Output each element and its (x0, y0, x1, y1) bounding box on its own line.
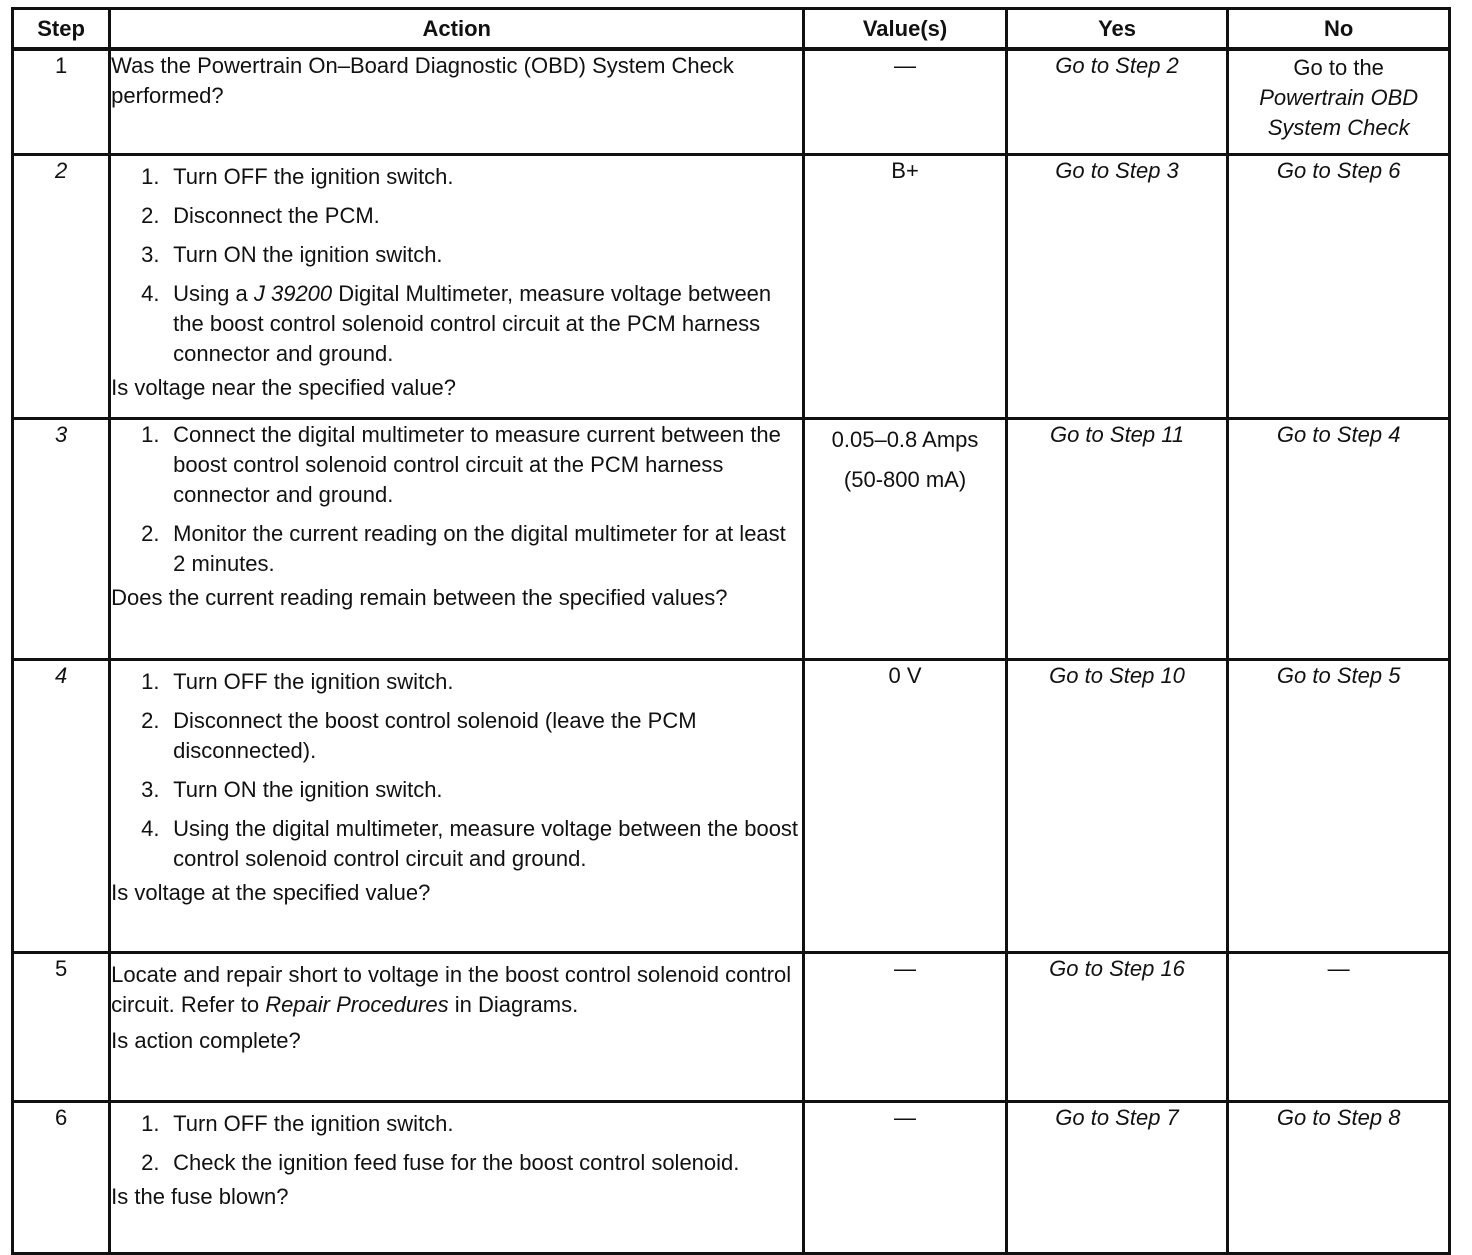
list-item (141, 201, 802, 231)
list-item (141, 420, 802, 510)
yes-cell: Go to Step 10 (1006, 660, 1228, 953)
action-question: Is voltage near the specified value? (111, 375, 457, 400)
item-text: Turn OFF the ignition switch. (173, 669, 454, 694)
value-cell: B+ (804, 155, 1006, 419)
yes-cell: Go to Step 2 (1006, 49, 1228, 155)
item-text (173, 279, 802, 369)
yes-cell: Go to Step 7 (1006, 1102, 1228, 1254)
step-number: 5 (13, 953, 110, 1102)
header-row (13, 9, 1450, 50)
header-values: Value(s) (804, 9, 1006, 50)
value-cell (804, 419, 1006, 660)
list-item (141, 1109, 802, 1139)
item-text: Monitor the current reading on the digital multimeter for at least 2 minutes. (173, 521, 786, 576)
no-cell: — (1228, 953, 1450, 1102)
action-question: Is action complete? (111, 1028, 301, 1053)
no-line: Powertrain OBD (1259, 85, 1419, 110)
no-cell: Go to Step 8 (1228, 1102, 1450, 1254)
action-text-pre: Locate and repair short to voltage in the boost control solenoid control circuit. Refer to (111, 962, 792, 1017)
action-question: Does the current reading remain between the specified values? (111, 585, 728, 610)
item-text: Turn OFF the ignition switch. (173, 1111, 454, 1136)
table-row (13, 660, 1450, 953)
header-action: Action (110, 9, 804, 50)
list-item (141, 814, 802, 874)
table-row (13, 419, 1450, 660)
list-item (141, 1148, 802, 1178)
yes-cell: Go to Step 11 (1006, 419, 1228, 660)
step-number: 1 (13, 49, 110, 155)
yes-cell: Go to Step 16 (1006, 953, 1228, 1102)
header-step: Step (13, 9, 110, 50)
item-text: Disconnect the boost control solenoid (leave the PCM disconnected). (173, 708, 697, 763)
action-cell (110, 1102, 804, 1254)
item-number: 4. (141, 816, 160, 841)
action-cell (110, 660, 804, 953)
diagnostic-table (11, 7, 1451, 1255)
action-text: Was the Powertrain On–Board Diagnostic (OBD) System Check performed? (111, 53, 734, 108)
action-text (111, 960, 802, 1020)
table-row (13, 1102, 1450, 1254)
yes-cell: Go to Step 3 (1006, 155, 1228, 419)
item-number: 2. (141, 1150, 160, 1175)
no-line: Go to the (1293, 55, 1384, 80)
item-text: Turn ON the ignition switch. (173, 242, 443, 267)
value-line: (50-800 mA) (843, 467, 967, 492)
action-cell (110, 155, 804, 419)
step-number: 4 (13, 660, 110, 953)
table-row (13, 155, 1450, 419)
list-item (141, 279, 802, 369)
table-row (13, 49, 1450, 155)
list-item (141, 519, 802, 579)
action-text-post: in Diagrams. (448, 992, 579, 1017)
value-cell: — (804, 953, 1006, 1102)
item-text: Check the ignition feed fuse for the boost control solenoid. (173, 1150, 740, 1175)
list-item (141, 775, 802, 805)
step-number: 2 (13, 155, 110, 419)
no-cell (1228, 49, 1450, 155)
list-item (141, 667, 802, 697)
no-cell: Go to Step 6 (1228, 155, 1450, 419)
item-number: 3. (141, 777, 160, 802)
value-line: 0.05–0.8 Amps (831, 427, 979, 452)
no-line: System Check (1267, 115, 1410, 140)
no-cell: Go to Step 5 (1228, 660, 1450, 953)
item-text: Turn OFF the ignition switch. (173, 164, 454, 189)
item-text: Disconnect the PCM. (173, 203, 380, 228)
action-cell (110, 419, 804, 660)
item-text: Connect the digital multimeter to measure current between the boost control solenoid control circuit at the PCM harness connector and ground. (173, 422, 781, 507)
action-cell (110, 953, 804, 1102)
list-item (141, 162, 802, 192)
item-number: 2. (141, 521, 160, 546)
item-text-pre: Using a (173, 281, 254, 306)
item-number: 2. (141, 203, 160, 228)
item-number: 1. (141, 422, 160, 447)
value-cell: 0 V (804, 660, 1006, 953)
tool-reference: J 39200 (253, 281, 333, 306)
table-row (13, 953, 1450, 1102)
value-cell: — (804, 49, 1006, 155)
header-yes: Yes (1006, 9, 1228, 50)
item-text: Using the digital multimeter, measure voltage between the boost control solenoid control circuit and ground. (173, 816, 799, 871)
item-number: 2. (141, 708, 160, 733)
procedure-reference: Repair Procedures (265, 992, 449, 1017)
header-no: No (1228, 9, 1450, 50)
item-number: 1. (141, 1111, 160, 1136)
step-number: 6 (13, 1102, 110, 1254)
action-cell (110, 49, 804, 155)
no-cell: Go to Step 4 (1228, 419, 1450, 660)
list-item (141, 240, 802, 270)
step-number: 3 (13, 419, 110, 660)
action-question: Is the fuse blown? (111, 1184, 289, 1209)
item-text-post: Digital Multimeter, measure voltage between the boost control solenoid control circuit at the PCM harness connector and ground. (173, 281, 772, 366)
action-question: Is voltage at the specified value? (111, 880, 431, 905)
item-number: 1. (141, 164, 160, 189)
value-cell: — (804, 1102, 1006, 1254)
item-number: 3. (141, 242, 160, 267)
item-text: Turn ON the ignition switch. (173, 777, 443, 802)
item-number: 4. (141, 281, 160, 306)
item-number: 1. (141, 669, 160, 694)
list-item (141, 706, 802, 766)
